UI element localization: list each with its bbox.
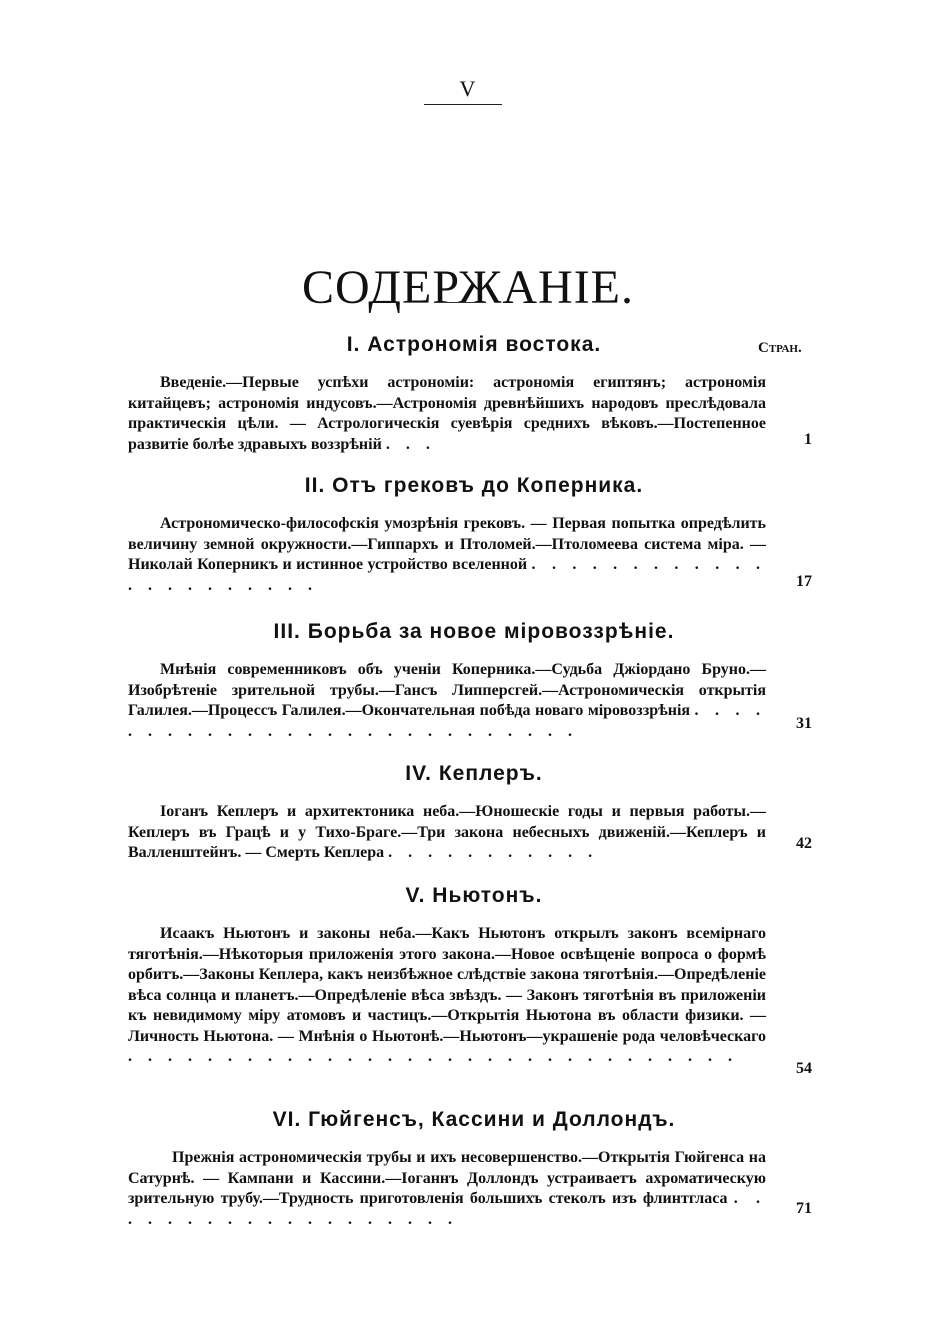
toc-section-2: [0, 474, 936, 596]
section-description: Мнѣнія современниковъ объ ученіи Коперника.—Судьба Джіордано Бруно.—Изобрѣтеніе зрительной трубы.—Гансъ Липперсгей.—Астрономическія открытія Галилея.—Процессъ Галилея.—Окончательная побѣда новаго міровоззрѣнія: [128, 661, 766, 719]
page-number: V: [459, 76, 477, 101]
section-heading: II. Отъ грековъ до Коперника.: [304, 474, 644, 497]
section-text: [128, 802, 766, 864]
section-heading: V. Ньютонъ.: [405, 884, 543, 907]
section-heading: IV. Кеплеръ.: [405, 762, 543, 785]
page-column-label: Стран.: [758, 340, 802, 356]
section-page-number: 71: [796, 1200, 812, 1217]
section-heading: I. Астрономія востока.: [346, 333, 602, 356]
dot-leader: . . . . . . . . . . . . . . . . . . .: [128, 1190, 766, 1228]
section-heading: VI. Гюйгенсъ, Кассини и Доллондъ.: [272, 1108, 676, 1131]
toc-section-3: [0, 620, 936, 742]
dot-leader: . . . . . . . . . . . . . . . . . . . . . . . . . . .: [128, 702, 766, 740]
dot-leader: . . . . . . . . . . .: [388, 844, 599, 861]
toc-section-4: [0, 762, 936, 864]
section-page-number: 31: [796, 715, 812, 732]
page-title: СОДЕРЖАНІЕ.: [302, 261, 634, 315]
section-description: Прежнія астрономическія трубы и ихъ несовершенство.—Открытія Гюйгенса на Сатурнѣ. — Кампани и Кассини.—Іоганнъ Доллондъ устраиваетъ ахроматическую зрительную трубу.—Трудность приготовленія большихъ стеколъ изъ флинтгласа: [128, 1149, 766, 1207]
section-text: [128, 660, 766, 742]
dot-leader: . . .: [385, 435, 436, 453]
section-page-number: 42: [796, 835, 812, 852]
toc-section-5: [0, 884, 936, 1077]
section-page-number: 17: [796, 573, 812, 590]
section-text: [128, 514, 766, 596]
dot-leader: . . . . . . . . . . . . . . . . . . . . . . . . . . . . . . .: [128, 1048, 738, 1065]
section-text: [128, 1148, 766, 1230]
section-page-number: 1: [804, 431, 812, 448]
toc-section-1: [0, 333, 936, 455]
page-number-rule: [424, 104, 502, 105]
section-description: Исаакъ Ньютонъ и законы неба.—Какъ Ньютонъ открылъ законъ всемірнаго тяготѣнія.—Нѣкоторыя приложенія этого закона.—Новое освѣщеніе вопроса о формѣ орбитъ.—Законы Кеплера, какъ неизбѣжное слѣдствіе закона тяготѣнія.—Опредѣленіе вѣса солнца и планетъ.—Опредѣленіе вѣса звѣздъ. — Законъ тяготѣнія въ приложеніи къ невидимому міру атомовъ и частицъ.—Открытія Ньютона въ области физики. — Личность Ньютона. — Мнѣнія о Ньютонѣ.—Ньютонъ—украшеніе рода человѣческаго: [128, 925, 766, 1045]
section-page-number: 54: [796, 1060, 812, 1077]
title-rule: [436, 302, 486, 303]
toc-section-6: [0, 1108, 936, 1230]
dot-leader: . . . . . . . . . . . . . . . . . . . . . .: [128, 556, 767, 594]
section-text: [128, 924, 766, 1068]
section-text: [128, 373, 766, 455]
section-description: Введеніе.—Первые успѣхи астрономіи: астрономія египтянъ; астрономія китайцевъ; астрономія индусовъ.—Астрономія древнѣйшихъ народовъ преслѣдовала практическія цѣли. — Астрологическія суевѣрія среднихъ вѣковъ.—Постепенное развитіе болѣе здравыхъ воззрѣній: [128, 374, 766, 453]
section-description: Іоганъ Кеплеръ и архитектоника неба.—Юношескіе годы и первыя работы.—Кеплеръ въ Грацѣ и у Тихо-Браге.—Три закона небесныхъ движеній.—Кеплеръ и Валленштейнъ. — Смерть Кеплера: [128, 803, 766, 861]
section-description: Астрономическо-философскія умозрѣнія грековъ. — Первая попытка опредѣлить величину земной окружности.—Гиппархъ и Птоломей.—Птоломеева система міра. — Николай Коперникъ и истинное устройство вселенной: [128, 515, 766, 573]
section-heading: III. Борьба за новое міровоззрѣніе.: [273, 620, 675, 643]
